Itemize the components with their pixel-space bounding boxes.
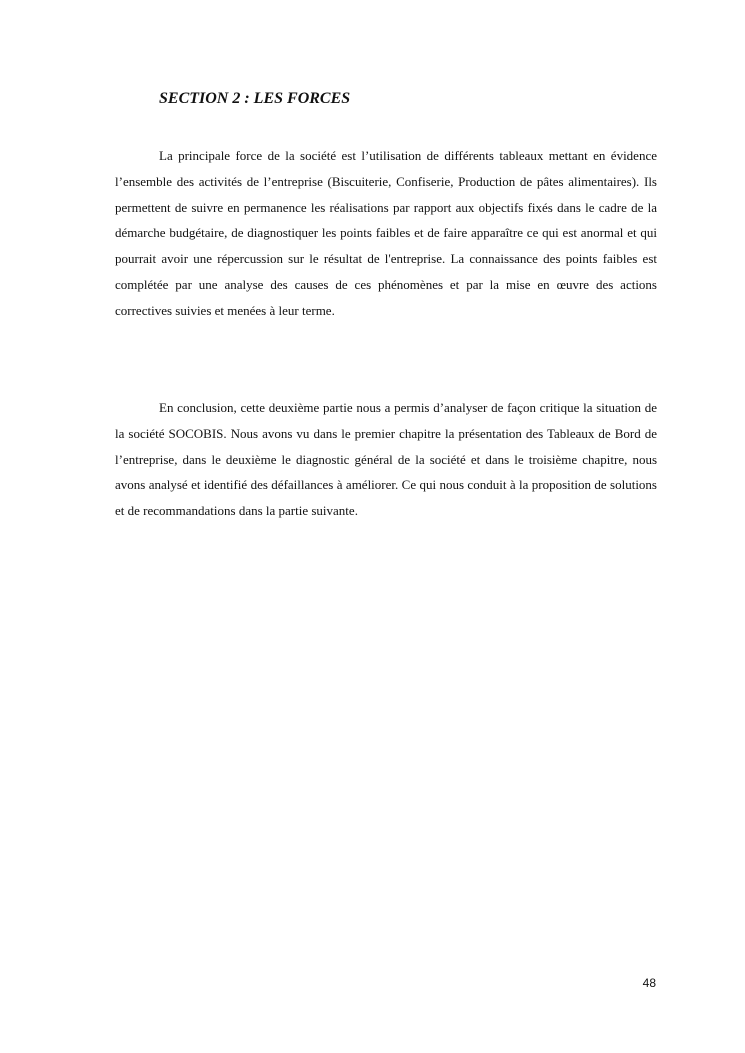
section-title: SECTION 2 : LES FORCES xyxy=(159,90,351,107)
page-number: 48 xyxy=(642,976,656,990)
paragraph-conclusion: En conclusion, cette deuxième partie nous a permis d’analyser de façon critique la situation de la société SOCOBIS. Nous avons vu dans le premier chapitre la présentation des Tableaux de Bord de l’entreprise, dans le deuxième le diagnostic général de la société et dans le troisième chapitre, nous avons analysé et identifié des défaillances à améliorer. Ce qui nous conduit à la proposition de solutions et de recommandations dans la partie suivante. xyxy=(115,400,657,519)
paragraph-forces: La principale force de la société est l’utilisation de différents tableaux mettant en évidence l’ensemble des activités de l’entreprise (Biscuiterie, Confiserie, Production de pâtes alimentaires). Ils permettent de suivre en permanence les réalisations par rapport aux objectifs fixés dans le cadre de la démarche budgétaire, de diagnostiquer les points faibles et de faire apparaître ce qui est anormal et qui pourrait avoir une répercussion sur le résultat de l'entreprise. La connaissance des points faibles est complétée par une analyse des causes de ces phénomènes et par la mise en œuvre des actions correctives suivies et menées à leur terme. xyxy=(115,148,657,318)
